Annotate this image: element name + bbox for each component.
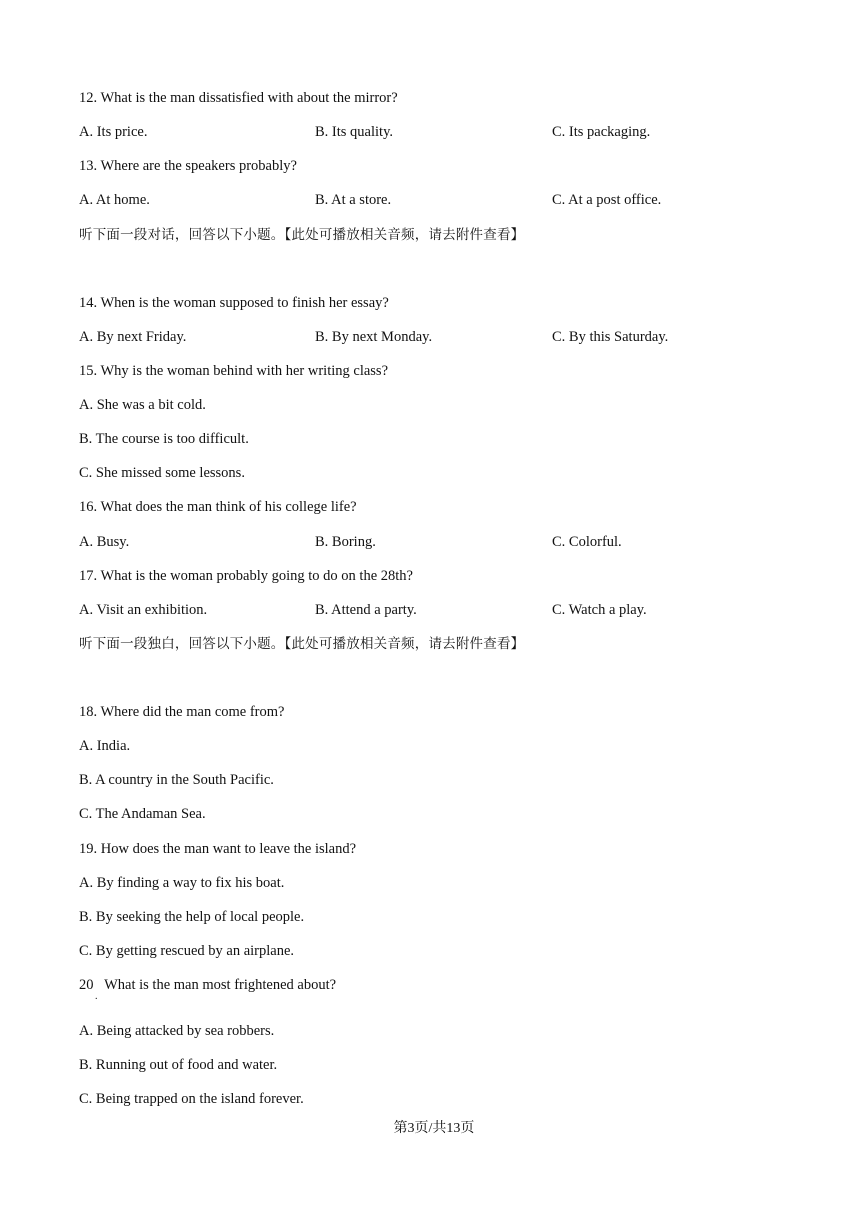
- question-14-option-a: A. By next Friday.: [79, 329, 187, 345]
- question-13-option-a: A. At home.: [79, 192, 150, 208]
- question-12-stem: 12. What is the man dissatisfied with about the mirror?: [79, 90, 398, 106]
- question-17-option-b: B. Attend a party.: [315, 602, 417, 618]
- question-20-option-c: C. Being trapped on the island forever.: [79, 1091, 304, 1107]
- instruction-dialogue: 听下面一段对话，回答以下小题。【此处可播放相关音频，请去附件查看】: [79, 227, 525, 243]
- question-13-stem: 13. Where are the speakers probably?: [79, 158, 297, 174]
- question-16-option-a: A. Busy.: [79, 534, 130, 550]
- question-18-stem: 18. Where did the man come from?: [79, 704, 285, 720]
- question-17-option-c: C. Watch a play.: [552, 602, 647, 618]
- question-14-option-c: C. By this Saturday.: [552, 329, 669, 345]
- question-20-stem: 20 What is the man most frightened about?: [79, 977, 337, 993]
- question-17-stem: 17. What is the woman probably going to do on the 28th?: [79, 568, 413, 584]
- question-16-option-b: B. Boring.: [315, 534, 376, 550]
- question-19-stem: 19. How does the man want to leave the island?: [79, 841, 357, 857]
- question-20-option-a: A. Being attacked by sea robbers.: [79, 1023, 275, 1039]
- question-12-option-a: A. Its price.: [79, 124, 148, 140]
- question-12-option-b: B. Its quality.: [315, 124, 394, 140]
- question-16-option-c: C. Colorful.: [552, 534, 622, 550]
- question-13-option-c: C. At a post office.: [552, 192, 662, 208]
- question-18-option-b: B. A country in the South Pacific.: [79, 772, 274, 788]
- question-18-option-a: A. India.: [79, 738, 131, 754]
- question-15-option-c: C. She missed some lessons.: [79, 465, 245, 481]
- question-15-option-b: B. The course is too difficult.: [79, 431, 249, 447]
- question-15-option-a: A. She was a bit cold.: [79, 397, 206, 413]
- question-19-option-a: A. By finding a way to fix his boat.: [79, 875, 285, 891]
- instruction-monologue: 听下面一段独白，回答以下小题。【此处可播放相关音频，请去附件查看】: [79, 636, 525, 652]
- question-19-option-b: B. By seeking the help of local people.: [79, 909, 305, 925]
- question-12-option-c: C. Its packaging.: [552, 124, 651, 140]
- question-15-stem: 15. Why is the woman behind with her writing class?: [79, 363, 389, 379]
- question-19-option-c: C. By getting rescued by an airplane.: [79, 943, 295, 959]
- question-20-option-b: B. Running out of food and water.: [79, 1057, 278, 1073]
- question-13-option-b: B. At a store.: [315, 192, 392, 208]
- question-14-stem: 14. When is the woman supposed to finish her essay?: [79, 295, 389, 311]
- page-footer: 第3页/共13页: [393, 1121, 475, 1136]
- question-16-stem: 16. What does the man think of his college life?: [79, 499, 357, 515]
- question-18-option-c: C. The Andaman Sea.: [79, 806, 206, 822]
- question-17-option-a: A. Visit an exhibition.: [79, 602, 208, 618]
- question-20-stray-dot: .: [95, 991, 98, 1002]
- question-14-option-b: B. By next Monday.: [315, 329, 433, 345]
